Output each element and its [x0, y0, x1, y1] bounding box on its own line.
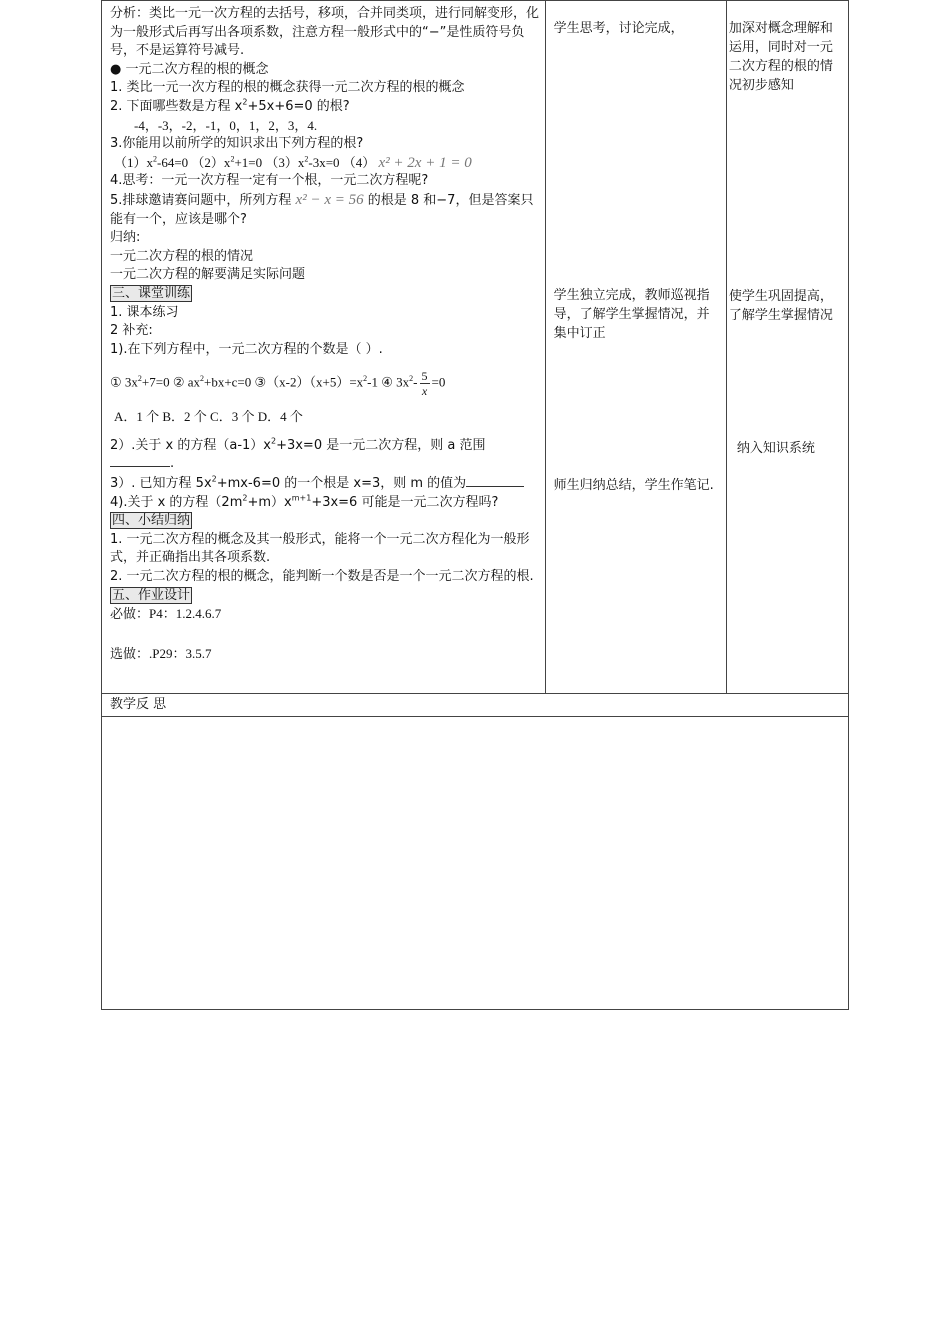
section-title: 四、小结归纳 [112, 513, 191, 529]
summary-item: 一元二次方程的解要满足实际问题 [110, 267, 306, 283]
summary-point: 2. 一元二次方程的根的概念，能判断一个数是否是一个一元二次方程的根. [110, 569, 534, 585]
homework-optional: 选做：.P29：3.5.7 [110, 645, 212, 662]
training-question-1-equations: ① $3x^2+7=0$ ② $ax^2+bx+c=0$ $③(x-2)(x+5)=x^2-1$ ④ $3x^2-$ $\frac{5}{x}$ =0 [110, 369, 446, 399]
reflection-label: 教学反 思 [110, 697, 167, 712]
training-item: 1. 课本练习 [110, 304, 179, 320]
training-question-4: 4).关于 x 的方程$(2m^2+m)x^{m+1}+3x=6$ 可能是一元二次方程吗? [110, 493, 499, 510]
training-question-1-options: A．1 个 B．2 个 C．3 个 D．4 个 [114, 409, 303, 425]
summary-label: 归纳: [110, 230, 141, 246]
activity-text: 学生独立完成，教师巡视指导，了解学生掌握情况，并集中订正 [553, 288, 710, 341]
activity-text: 师生归纳总结，学生作笔记. [553, 478, 714, 493]
analysis-text: 分析：类比一元一次方程的去括号，移项，合并同类项，进行同解变形，化为一般形式后再写出各项系数，注意方程一般形式中的“−”是性质符号负号，不是运算符号减号. [110, 6, 540, 59]
purpose-text: 纳入知识系统 [736, 441, 815, 456]
purpose-column [726, 1, 848, 694]
equation-math: x² − x = 56 [295, 191, 364, 208]
homework-required: 必做：P4：1.2.4.6.7 [110, 606, 222, 623]
concept-heading: ● 一元二次方程的根的概念 [110, 61, 269, 77]
question-3-equations: $(1)x^2-64=0$ $(2)x^2+1=0$ $(3)x^2-3x=0$ （4） x² + 2x + 1 = 0 [114, 154, 472, 171]
lesson-plan-table [101, 0, 849, 1010]
equation-math: x² + 2x + 1 = 0 [378, 154, 472, 171]
question-1: 1. 类比一元一次方程的根的概念获得一元二次方程的根的概念 [110, 80, 465, 96]
question-5: 5.排球邀请赛问题中，所列方程 x² − x = 56 的根是 8 和−7，但是答案只能有一个，应该是哪个? [110, 191, 534, 227]
section-title: 五、作业设计 [112, 587, 191, 603]
training-item: 2 补充: [110, 323, 153, 339]
section-title: 三、课堂训练 [112, 285, 191, 301]
content-column [102, 1, 546, 694]
question-4: 4.思考：一元一次方程一定有一个根，一元二次方程呢? [110, 173, 429, 189]
training-question-2: 2）.关于 x 的方程$(a-1)x^2+3x=0$ 是一元二次方程，则 a 范围 [110, 436, 486, 453]
summary-point: 1. 一元二次方程的概念及其一般形式，能将一个一元二次方程化为一般形式，并正确指出其各项系数. [110, 531, 530, 566]
fraction: $\frac{5}{x}$ [421, 369, 428, 399]
training-question-2-blank: . [110, 455, 540, 474]
reflection-body-cell [102, 717, 849, 1010]
activity-column [545, 1, 726, 694]
summary-item: 一元二次方程的根的情况 [110, 248, 254, 264]
training-question-1: 1).在下列方程中，一元二次方程的个数是（ ）. [110, 341, 383, 357]
purpose-text: 使学生巩固提高， 了解学生掌握情况 [728, 289, 833, 323]
question-2-values: -4，-3，-2，-1，0，1，2，3，4. [134, 117, 318, 133]
purpose-text: 加深对概念理解和运用，同时对一元二次方程的根的情况初步感知 [728, 21, 833, 93]
activity-text: 学生思考，讨论完成， [553, 21, 684, 36]
question-2: 2. 下面哪些数是方程 $x^2+5x+6=0$ 的根? [110, 97, 350, 114]
training-question-3: 3）. 已知方程 $5x^2+mx-6=0$ 的一个根是 x=3，则 m 的值为 [110, 474, 540, 494]
question-3: 3.你能用以前所学的知识求出下列方程的根? [110, 136, 364, 152]
